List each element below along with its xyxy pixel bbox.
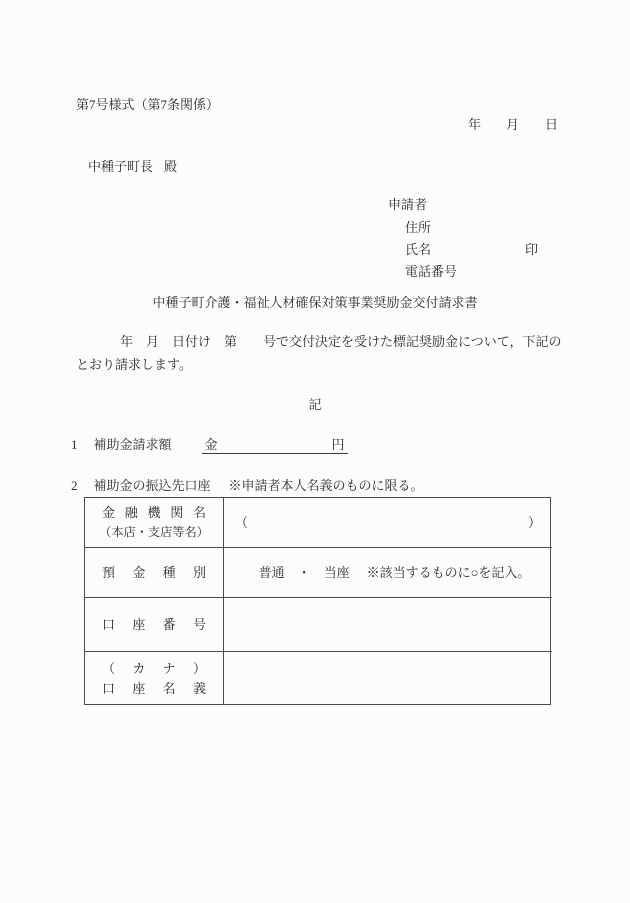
bank-name-value-cell bbox=[224, 498, 552, 548]
date-month-label: 月 bbox=[506, 117, 520, 132]
account-holder-value-cell bbox=[224, 652, 552, 704]
date-day-label: 日 bbox=[545, 117, 559, 132]
bank-name-label-cell bbox=[85, 498, 224, 548]
addressee-honorific: 殿 bbox=[164, 159, 178, 174]
account-holder-label-cell bbox=[85, 652, 224, 704]
applicant-name-label: 氏名 bbox=[405, 242, 432, 257]
amount-blank-underline bbox=[202, 436, 348, 454]
document-title: 中種子町介護・福祉人材確保対策事業奨励金交付請求書 bbox=[152, 295, 478, 310]
bank-name-label: 金融機関名 bbox=[102, 505, 206, 520]
body-paragraph: 年 月 日付け 第 号で交付決定を受けた標記奨励金について，下記のとおり請求します。 bbox=[76, 334, 562, 372]
account-number-value-cell bbox=[224, 598, 552, 652]
item2-number: 2 bbox=[71, 478, 78, 493]
addressee-name: 中種子町長 bbox=[88, 159, 154, 174]
addressee-line bbox=[88, 158, 177, 175]
item1-number: 1 bbox=[71, 437, 78, 452]
date-year-label: 年 bbox=[468, 117, 482, 132]
seal-label: 印 bbox=[525, 242, 539, 257]
deposit-type-note: ※該当するものに○を記入。 bbox=[366, 565, 531, 580]
account-number-label: 口座番号 bbox=[102, 617, 206, 632]
item1-label: 補助金請求額 bbox=[93, 437, 172, 452]
item2-note: ※申請者本人名義のものに限る。 bbox=[228, 478, 424, 493]
deposit-type-label: 預金種別 bbox=[102, 565, 206, 580]
applicant-address-label: 住所 bbox=[405, 220, 432, 235]
transfer-account-line bbox=[71, 477, 424, 494]
bank-account-table bbox=[84, 497, 551, 705]
deposit-type-options: 普通 ・ 当座 bbox=[258, 565, 350, 580]
kana-label: （カナ） bbox=[102, 660, 206, 676]
amount-suffix: 円 bbox=[331, 437, 345, 452]
account-holder-label: 口座名義 bbox=[102, 680, 206, 696]
deposit-type-value-cell bbox=[224, 548, 552, 598]
paren-close: ） bbox=[527, 515, 541, 530]
applicant-heading: 申請者 bbox=[388, 197, 428, 212]
applicant-phone-label: 電話番号 bbox=[405, 264, 458, 279]
account-number-label-cell bbox=[85, 598, 224, 652]
bank-name-blank bbox=[224, 514, 552, 531]
section-mark: 記 bbox=[308, 397, 322, 412]
claim-amount-line bbox=[71, 436, 348, 454]
paren-open: （ bbox=[235, 515, 249, 530]
item2-label: 補助金の振込先口座 bbox=[93, 478, 211, 493]
branch-name-label: （本店・支店等名） bbox=[99, 525, 209, 539]
deposit-type-label-cell bbox=[85, 548, 224, 598]
amount-prefix: 金 bbox=[204, 437, 218, 452]
form-number: 第7号様式（第7条関係） bbox=[76, 97, 220, 112]
